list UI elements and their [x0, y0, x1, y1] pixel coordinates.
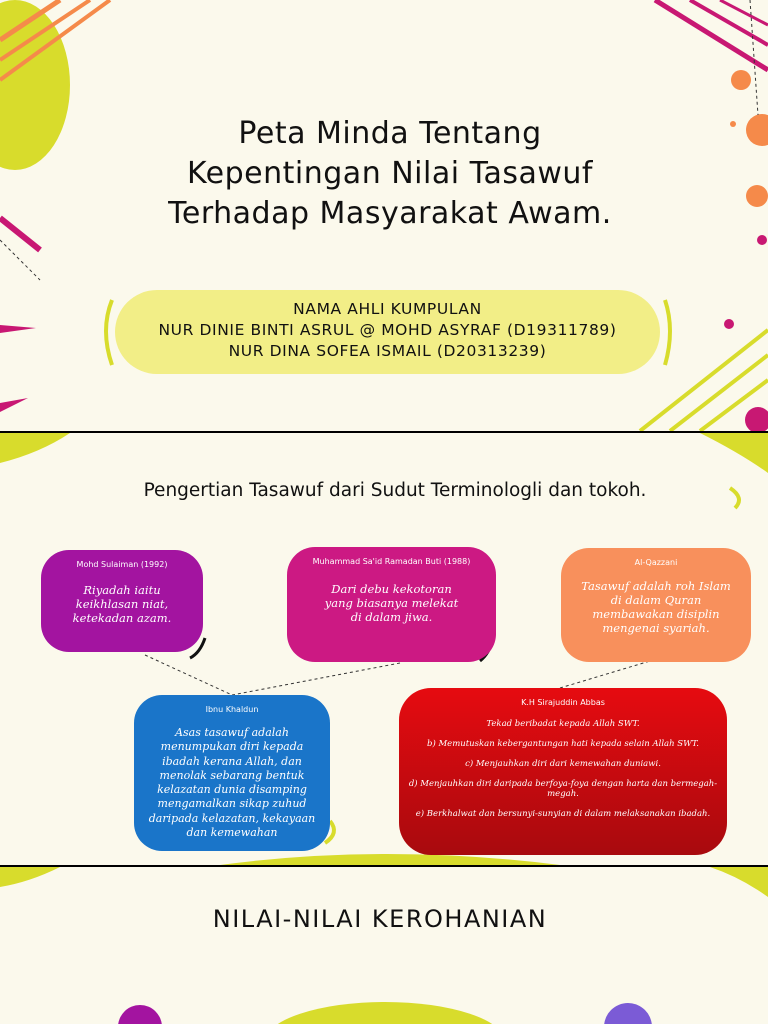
- definition-slide: [0, 433, 768, 865]
- group-members-box: [115, 290, 660, 374]
- definition-card-mohd-sulaiman: [41, 550, 203, 652]
- card-text: Tekad beribadat kepada Allah SWT.: [486, 719, 640, 729]
- title-slide: [0, 0, 768, 431]
- title-line: Terhadap Masyarakat Awam.: [168, 196, 612, 231]
- card-text: menolak sebarang bentuk: [159, 768, 305, 782]
- card-text: membawakan disiplin: [592, 607, 720, 621]
- card-heading: Al-Qazzani: [634, 558, 678, 567]
- card-text: ibadah kerana Allah, dan: [162, 754, 302, 768]
- card-heading: Muhammad Sa'id Ramadan Buti (1988): [312, 557, 471, 566]
- card-text: d) Menjauhkan diri daripada berfoya-foya dengan harta dan bermegah-megah.: [408, 779, 718, 799]
- card-text: yang biasanya melekat: [324, 596, 459, 610]
- card-text: di dalam Quran: [610, 593, 702, 607]
- card-text: kelazatan dunia disamping: [157, 783, 307, 797]
- definition-card-ibnu-khaldun: [134, 695, 330, 851]
- title-line: Kepentingan Nilai Tasawuf: [187, 156, 593, 191]
- card-text: b) Memutuskan kebergantungan hati kepada selain Allah SWT.: [427, 739, 699, 749]
- card-text: mengamalkan sikap zuhud: [157, 797, 307, 811]
- definition-card-ramadan-buti: [287, 547, 496, 662]
- card-text: c) Menjauhkan diri dari kemewahan duniawi.: [465, 759, 661, 769]
- card-text: Dari debu kekotoran: [331, 582, 452, 596]
- member-name: NUR DINIE BINTI ASRUL @ MOHD ASYRAF (D19311789): [158, 321, 617, 339]
- definition-card-al-qazzani: [561, 548, 751, 662]
- definition-card-sirajuddin-abbas: [399, 688, 727, 855]
- card-text: daripada kelazatan, kekayaan: [148, 811, 316, 825]
- card-heading: K.H Sirajuddin Abbas: [521, 698, 605, 707]
- card-text: di dalam jiwa.: [350, 610, 433, 624]
- slide-title: [100, 114, 680, 234]
- card-heading: Ibnu Khaldun: [205, 705, 259, 714]
- card-text: mengenai syariah.: [602, 621, 710, 635]
- card-text: keikhlasan niat,: [75, 597, 169, 611]
- card-text: Asas tasawuf adalah: [175, 726, 289, 739]
- card-heading: Mohd Sulaiman (1992): [76, 560, 168, 569]
- values-slide: [0, 867, 768, 1024]
- card-text: e) Berkhalwat dan bersunyi-sunyian di dalam melaksanakan ibadah.: [415, 809, 711, 819]
- card-text: Riyadah iaitu: [83, 583, 161, 597]
- card-text: Tasawuf adalah roh Islam: [581, 579, 731, 593]
- slide-title: NILAI-NILAI KEROHANIAN: [212, 905, 548, 933]
- slide-title: Pengertian Tasawuf dari Sudut Terminologli dan tokoh.: [143, 480, 647, 501]
- member-name: NUR DINA SOFEA ISMAIL (D20313239): [228, 342, 547, 360]
- title-line: Peta Minda Tentang: [238, 116, 542, 151]
- card-text: ketekadan azam.: [72, 611, 172, 625]
- card-text: dan kemewahan: [186, 826, 278, 840]
- members-heading: NAMA AHLI KUMPULAN: [293, 300, 482, 318]
- card-text: menumpukan diri kepada: [160, 740, 304, 754]
- decorative-shapes: [0, 867, 768, 1024]
